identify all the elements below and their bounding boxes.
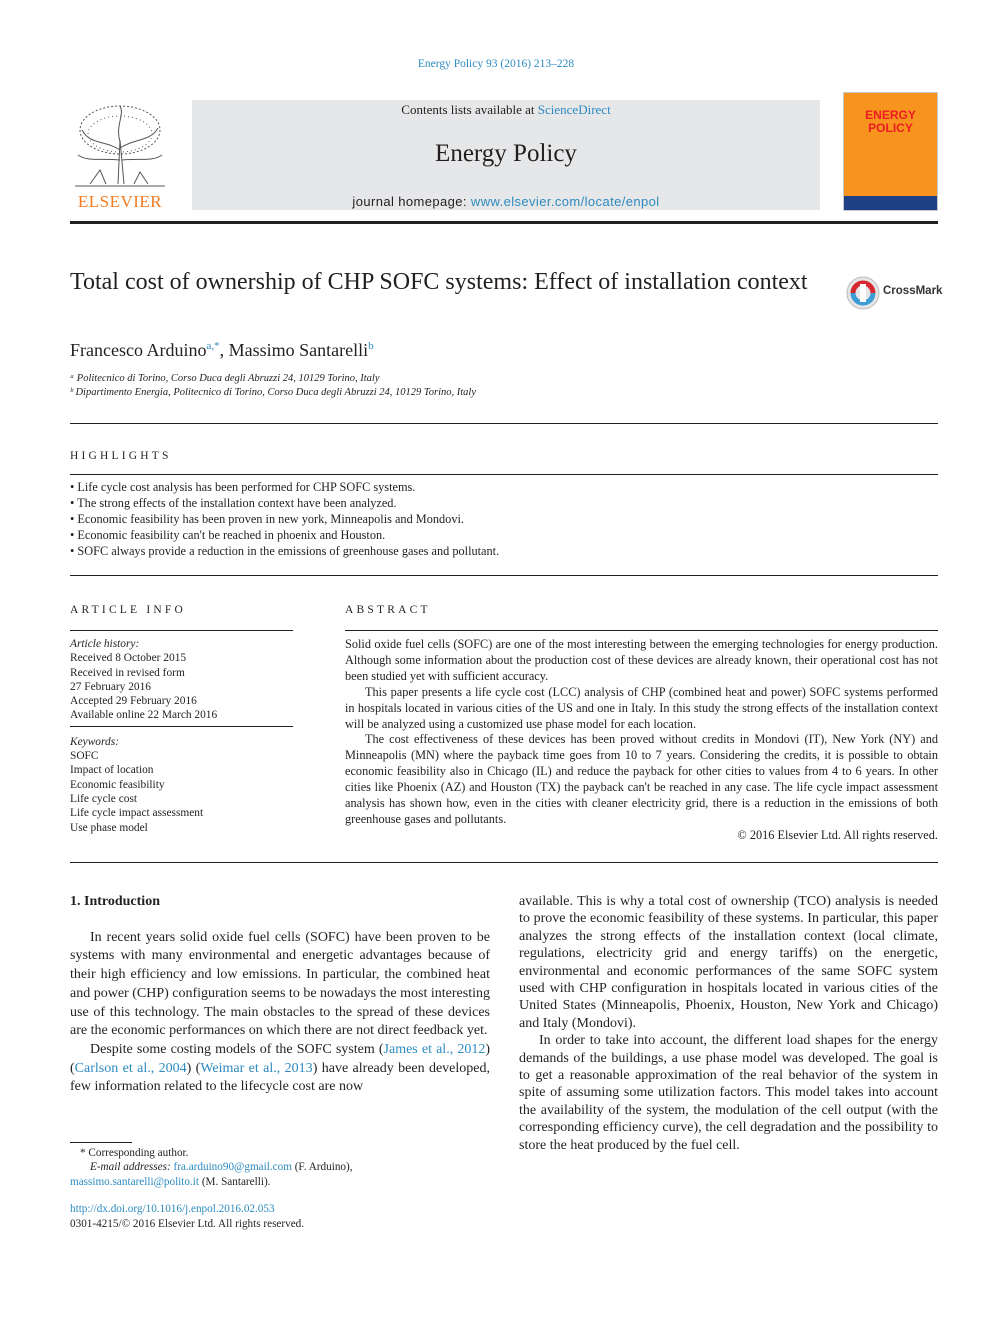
- history-item: Received in revised form: [70, 666, 185, 679]
- cover-title: ENERGY POLICY: [865, 108, 916, 135]
- highlight-item: • Economic feasibility can't be reached in phoenix and Houston.: [70, 528, 386, 542]
- journal-reference[interactable]: Energy Policy 93 (2016) 213–228: [417, 58, 575, 70]
- citation-link[interactable]: James et al., 2012: [383, 1041, 486, 1057]
- abstract-body: [345, 637, 938, 844]
- footnote-rule: [70, 1142, 132, 1143]
- author-list: Francesco Arduino$^{a,*}$, Massimo Santarelli$^b$: [70, 340, 374, 360]
- keyword: Use phase model: [70, 821, 148, 834]
- abstract-rule: [345, 630, 938, 631]
- journal-cover-thumbnail[interactable]: [843, 92, 938, 211]
- author-affil-mark[interactable]: a,*: [206, 340, 220, 352]
- homepage-prefix: journal homepage:: [352, 194, 471, 209]
- keyword: SOFC: [70, 750, 99, 763]
- section-divider: [70, 474, 938, 475]
- abstract-heading: ABSTRACT: [345, 604, 431, 616]
- contents-prefix: Contents lists available at: [401, 102, 538, 117]
- crossmark-badge[interactable]: [845, 275, 943, 311]
- keyword: Life cycle impact assessment: [70, 807, 204, 820]
- history-label: Article history:: [70, 638, 140, 650]
- footnotes: [70, 1146, 500, 1189]
- keyword: Impact of location: [70, 764, 154, 777]
- email-link[interactable]: fra.arduino90@gmail.com: [173, 1161, 292, 1174]
- citation-link[interactable]: Carlson et al., 2004: [74, 1060, 187, 1076]
- keywords-label: Keywords:: [70, 735, 119, 748]
- abstract-paragraph: This paper presents a life cycle cost (LCC) analysis of CHP (combined heat and power) SOFC systems performed in hospitals located in various cities of the US and one in Italy. In this study the strong effects of the installation context will be analyzed using a customized use phase model for each location.: [345, 684, 938, 731]
- affiliation-a: ᵃ Politecnico di Torino, Corso Duca degli Abruzzi 24, 10129 Torino, Italy: [70, 373, 380, 384]
- article-info: [70, 637, 293, 835]
- corresponding-author-note: * Corresponding author.: [80, 1147, 189, 1159]
- copyright-notice: © 2016 Elsevier Ltd. All rights reserved.: [737, 827, 938, 842]
- homepage-link[interactable]: www.elsevier.com/locate/enpol: [470, 194, 660, 209]
- page-footer: [70, 1202, 500, 1231]
- keyword: Life cycle cost: [70, 792, 138, 805]
- header-divider: [70, 221, 938, 224]
- citation-link[interactable]: Weimar et al., 2013: [200, 1060, 313, 1076]
- crossmark-label: CrossMark: [883, 285, 943, 297]
- highlight-item: • Life cycle cost analysis has been performed for CHP SOFC systems.: [70, 480, 416, 494]
- homepage-line: [192, 194, 820, 209]
- affiliation-b: ᵇ Dipartimento Energia, Politecnico di Torino, Corso Duca degli Abruzzi 24, 10129 Torino, Italy: [70, 387, 477, 398]
- history-item: 27 February 2016: [70, 680, 151, 693]
- article-info-heading: ARTICLE INFO: [70, 604, 186, 616]
- sciencedirect-link[interactable]: ScienceDirect: [537, 102, 611, 117]
- cover-bottom-bar: [844, 196, 937, 210]
- article-info-rule: [70, 726, 293, 727]
- email-line: E-mail addresses: fra.arduino90@gmail.com (F. Arduino),: [90, 1161, 353, 1174]
- doi-link[interactable]: http://dx.doi.org/10.1016/j.enpol.2016.02.053: [70, 1203, 275, 1215]
- author-name: Massimo Santarelli: [228, 340, 369, 360]
- email-line: massimo.santarelli@polito.it (M. Santarelli).: [70, 1175, 271, 1188]
- section-heading-introduction: 1. Introduction: [70, 894, 160, 909]
- history-item: Available online 22 March 2016: [70, 709, 218, 722]
- article-info-rule: [70, 630, 293, 631]
- email-link[interactable]: massimo.santarelli@polito.it: [70, 1175, 200, 1188]
- highlights-heading: HIGHLIGHTS: [70, 450, 172, 462]
- body-paragraph: available. This is why a total cost of ownership (TCO) analysis is needed to prove the economic feasibility of these systems. In particular, this paper analyzes the strong effects of the installation context (local climate, regulations, electricity grid and energy tariffs) on the energetic, environmental and economic performances of the same SOFC system used with CHP configuration in hospitals located in various cities of the United States (Minneapolis, Phoenix, Houston, New York and Chicago) and Italy (Mondovi).: [519, 894, 938, 1031]
- crossmark-icon: [845, 275, 881, 311]
- body-column-left: [70, 893, 490, 1097]
- elsevier-wordmark: ELSEVIER: [77, 192, 163, 211]
- highlight-item: • Economic feasibility has been proven in new york, Minneapolis and Mondovi.: [70, 512, 464, 526]
- body-paragraph: In order to take into account, the different load shapes for the energy demands of the buildings, a use phase model was developed. The goal is to get a reasonable approximation of the real behavior of the system in spite of assuming some utilization factors. This model takes into account the availability of the system, the modulation of the cell output (with the corresponding efficiency curve), the cell degradation and the possibility to store the heat produced by the fuel cell.: [519, 1033, 938, 1153]
- highlight-item: • The strong effects of the installation context have been analyzed.: [70, 496, 397, 510]
- article-title: Total cost of ownership of CHP SOFC systems: Effect of installation context: [70, 269, 808, 295]
- section-divider: [70, 423, 938, 424]
- section-divider: [70, 575, 938, 576]
- contents-line: [192, 102, 820, 118]
- journal-title: Energy Policy: [435, 140, 577, 167]
- author-name: Francesco Arduino: [70, 340, 207, 360]
- abstract-paragraph: The cost effectiveness of these devices has been proved without credits in Mondovi (IT), New York (NY) and Minneapolis (MN) where the payback time goes from 10 to 7 years. Considering the credits, it is possible to obtain economic feasibility also in Chicago (IL) and reduce the payback for other cities to values from 4 to 6 years. In other cities like Phoenix (AZ) and Houston (TX) the payback can't be reached in any case. The life cycle impact assessment analysis has shown how, even in the cities with cleaner electricity grid, there is a reduction in the emissions of both greenhouse gases and pollutants.: [345, 732, 938, 826]
- body-paragraph: In recent years solid oxide fuel cells (SOFC) have been proven to be systems with many environmental and energetic advantages because of their high efficiency and low emissions. In particular, the combined heat and power (CHP) configuration seems to be nowadays the most interesting use of this technology. The main obstacles to the spread of these devices are the economic performances on which there are not direct feedback yet.: [70, 929, 490, 1039]
- highlights-list: [70, 479, 938, 559]
- section-divider: [70, 862, 938, 863]
- abstract-paragraph: Solid oxide fuel cells (SOFC) are one of the most interesting between the emerging technologies for energy production. Although some information about the production cost of these devices are already known, their operational cost has not been studied yet with sufficient accuracy.: [345, 637, 938, 683]
- body-column-right: [519, 893, 938, 1154]
- history-item: Received 8 October 2015: [70, 652, 187, 665]
- issn-line: 0301-4215/© 2016 Elsevier Ltd. All rights reserved.: [70, 1217, 305, 1230]
- body-paragraph: Despite some costing models of the SOFC system (James et al., 2012) (Carlson et al., 2004) (Weimar et al., 2013) have already been developed, few information related to the lifecycle cost are now: [70, 1041, 490, 1095]
- author-affil-mark[interactable]: b: [368, 340, 374, 352]
- keyword: Economic feasibility: [70, 778, 165, 791]
- history-item: Accepted 29 February 2016: [70, 695, 197, 708]
- highlight-item: • SOFC always provide a reduction in the emissions of greenhouse gases and pollutant.: [70, 544, 500, 558]
